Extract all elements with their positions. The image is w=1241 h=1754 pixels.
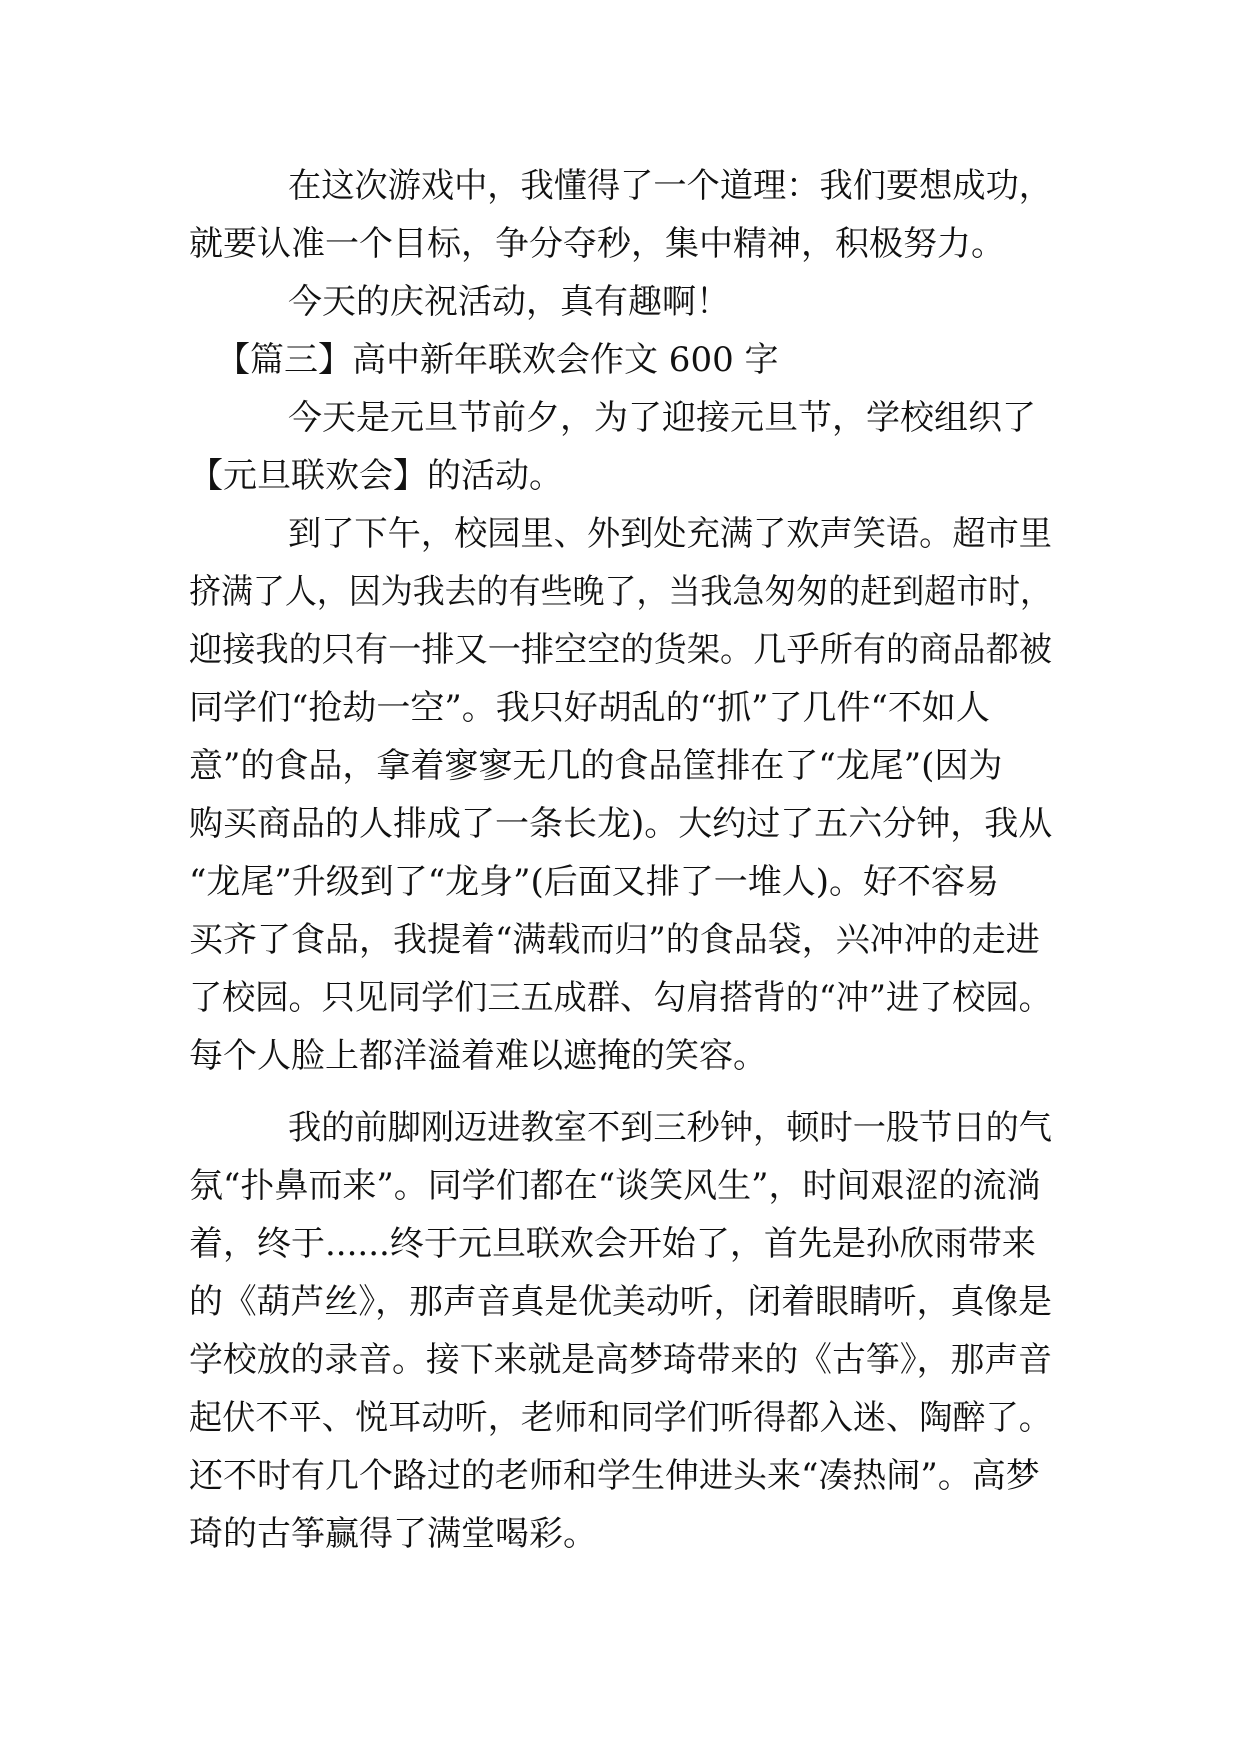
text-line-content: 的《葫芦丝》，那声音真是优美动听，闭着眼睛听，真像是 — [189, 1282, 1053, 1322]
text-line — [0, 215, 1241, 273]
text-line-content: 还不时有几个路过的老师和学生伸进头来“凑热闹”。高梦 — [189, 1456, 1040, 1496]
text-line-content: 每个人脸上都洋溢着难以遮掩的笑容。 — [189, 1036, 767, 1076]
text-line — [0, 1215, 1241, 1273]
text-line — [0, 563, 1241, 621]
text-line — [0, 1273, 1241, 1331]
text-line-content: 同学们“抢劫一空”。我只好胡乱的“抓”了几件“不如人 — [189, 688, 990, 728]
text-line-content: 氛“扑鼻而来”。同学们都在“谈笑风生”，时间艰涩的流淌 — [189, 1166, 1041, 1206]
text-line-content: 今天的庆祝活动，真有趣啊！ — [288, 282, 730, 322]
text-line — [0, 389, 1241, 447]
text-line — [0, 157, 1241, 215]
text-line — [0, 505, 1241, 563]
text-line — [0, 1099, 1241, 1157]
text-line — [0, 1027, 1241, 1085]
section-heading — [0, 331, 1241, 389]
text-line-content: 学校放的录音。接下来就是高梦琦带来的《古筝》，那声音 — [189, 1340, 1053, 1380]
text-line — [0, 1157, 1241, 1215]
text-line — [0, 1389, 1241, 1447]
text-line-content: 迎接我的只有一排又一排空空的货架。几乎所有的商品都被 — [189, 630, 1052, 670]
text-line-content: 了校园。只见同学们三五成群、勾肩搭背的“冲”进了校园。 — [189, 978, 1052, 1018]
text-line — [0, 1447, 1241, 1505]
text-line-content: 【元旦联欢会】的活动。 — [189, 456, 563, 496]
text-line-content: 就要认准一个目标，争分夺秒，集中精神，积极努力。 — [189, 224, 1005, 264]
text-line-content: 琦的古筝赢得了满堂喝彩。 — [189, 1514, 597, 1554]
text-line — [0, 911, 1241, 969]
text-line-content: 着，终于......终于元旦联欢会开始了，首先是孙欣雨带来 — [189, 1224, 1036, 1264]
text-line-content: 挤满了人，因为我去的有些晚了，当我急匆匆的赶到超市时， — [189, 572, 1053, 612]
text-line-content: 购买商品的人排成了一条长龙)。大约过了五六分钟，我从 — [189, 804, 1053, 844]
section-heading-text: 【篇三】高中新年联欢会作文 600 字 — [216, 340, 779, 380]
text-line — [0, 969, 1241, 1027]
text-line-content: 意”的食品，拿着寥寥无几的食品筐排在了“龙尾”(因为 — [189, 746, 1003, 786]
text-line — [0, 853, 1241, 911]
text-line-content: 起伏不平、悦耳动听，老师和同学们听得都入迷、陶醉了。 — [189, 1398, 1052, 1438]
text-line — [0, 1505, 1241, 1563]
text-line — [0, 621, 1241, 679]
text-line — [0, 679, 1241, 737]
text-line-content: 买齐了食品，我提着“满载而归”的食品袋，兴冲冲的走进 — [189, 920, 1040, 960]
text-line — [0, 795, 1241, 853]
text-line — [0, 1331, 1241, 1389]
text-line — [0, 273, 1241, 331]
text-line — [0, 447, 1241, 505]
text-line-content: 到了下午，校园里、外到处充满了欢声笑语。超市里 — [288, 514, 1053, 554]
text-line-content: 今天是元旦节前夕，为了迎接元旦节，学校组织了 — [288, 398, 1036, 438]
text-line-content: 我的前脚刚迈进教室不到三秒钟，顿时一股节日的气 — [288, 1108, 1053, 1148]
text-line-content: 在这次游戏中，我懂得了一个道理：我们要想成功， — [288, 166, 1053, 206]
text-line-content: “龙尾”升级到了“龙身”(后面又排了一堆人)。好不容易 — [189, 862, 1000, 902]
text-line — [0, 737, 1241, 795]
